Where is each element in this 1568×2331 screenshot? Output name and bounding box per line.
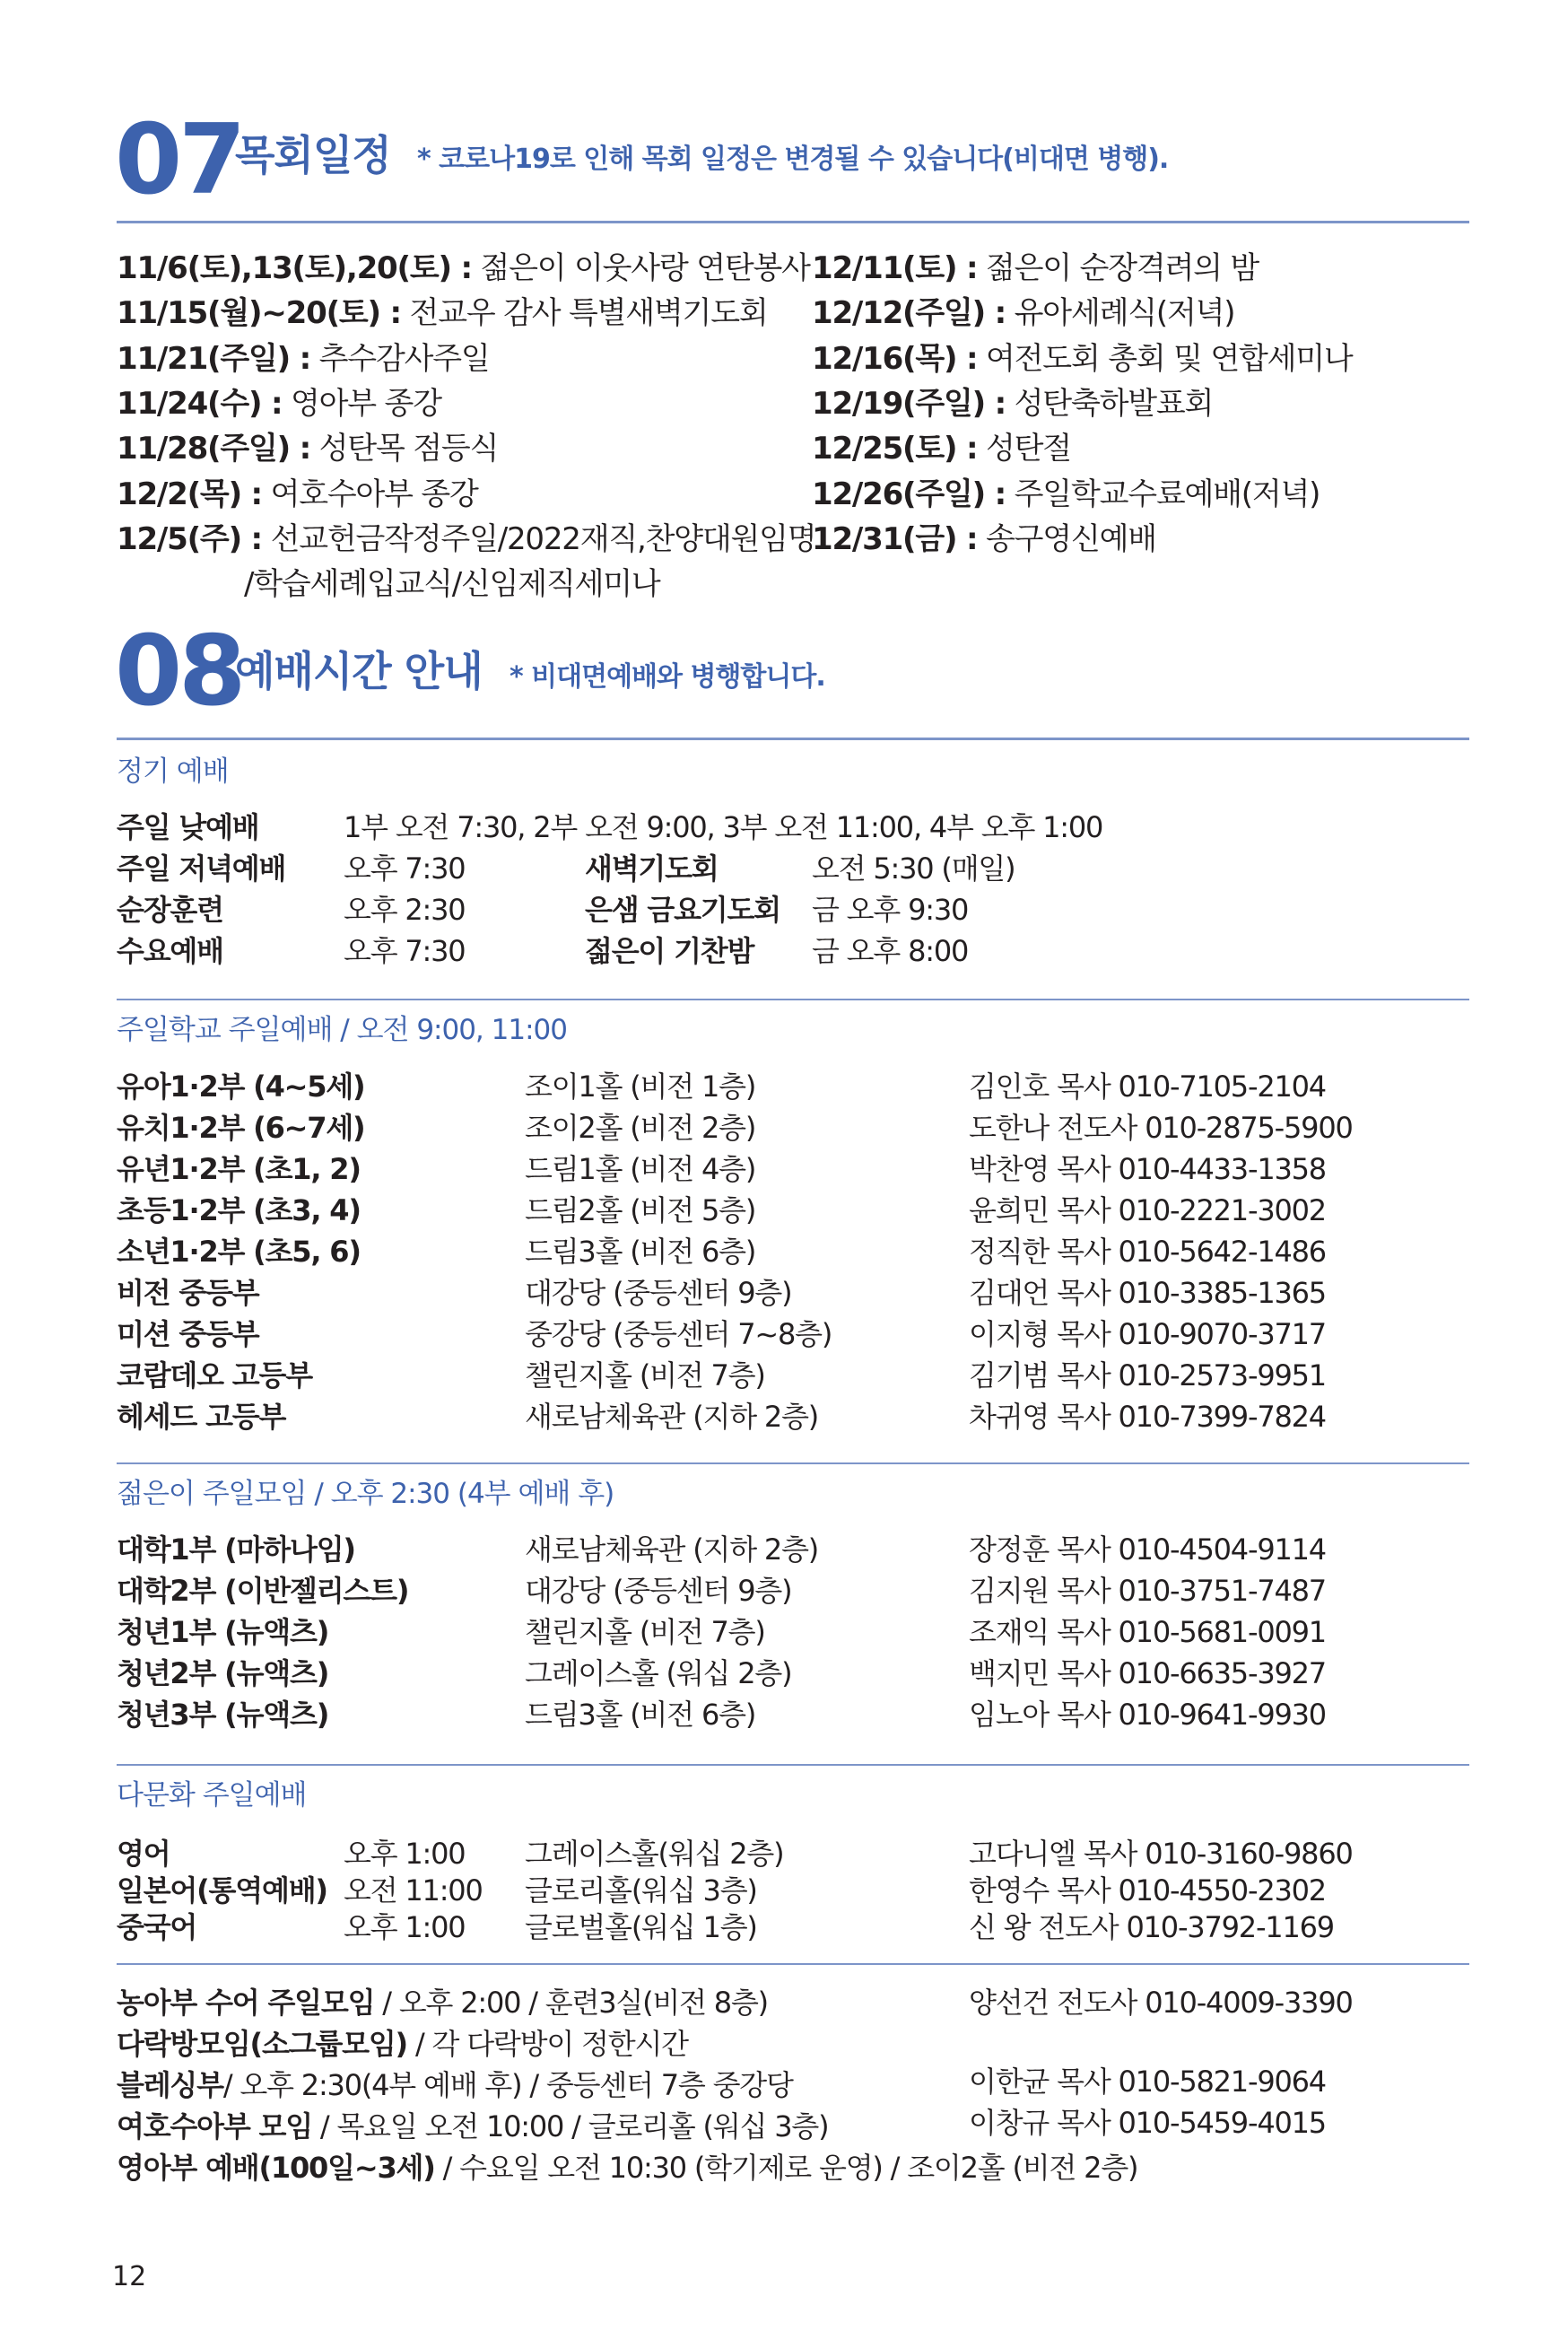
dept-contact: 차귀영 목사 010-7399-7824	[969, 1400, 1326, 1434]
dept-location: 챌린지홀 (비전 7층)	[525, 1615, 765, 1649]
schedule-item: 12/12(주일) : 유아세례식(저녁)	[812, 295, 1235, 331]
worship-time: 금 오후 9:30	[812, 893, 969, 927]
schedule-item: 12/11(토) : 젊은이 순장격려의 밤	[812, 250, 1259, 286]
dept-name: 청년2부 (뉴액츠)	[117, 1656, 329, 1690]
dept-location: 새로남체육관 (지하 2층)	[525, 1532, 819, 1567]
gathering-contact: 이창규 목사 010-5459-4015	[969, 2106, 1326, 2140]
divider	[117, 1764, 1469, 1766]
subheading-multicultural: 다문화 주일예배	[117, 1779, 307, 1812]
dept-contact: 윤희민 목사 010-2221-3002	[969, 1193, 1326, 1227]
dept-name: 유년1·2부 (초1, 2)	[117, 1152, 361, 1186]
dept-name: 초등1·2부 (초3, 4)	[117, 1193, 361, 1227]
dept-location: 대강당 (중등센터 9층)	[525, 1276, 792, 1310]
section-number-08: 08	[115, 615, 243, 728]
worship-label: 은샘 금요기도회	[585, 893, 780, 927]
dept-name: 코람데오 고등부	[117, 1358, 312, 1392]
subheading-youth: 젊은이 주일모임 / 오후 2:30 (4부 예배 후)	[117, 1478, 614, 1510]
dept-location: 드림3홀 (비전 6층)	[525, 1235, 756, 1269]
schedule-item: 11/21(주일) : 추수감사주일	[117, 341, 490, 377]
schedule-item: 11/6(토),13(토),20(토) : 젊은이 이웃사랑 연탄봉사	[117, 250, 810, 286]
dept-name: 소년1·2부 (초5, 6)	[117, 1235, 361, 1269]
worship-time: 오후 7:30	[344, 934, 466, 968]
service-contact: 고다니엘 목사 010-3160-9860	[969, 1837, 1353, 1871]
worship-time: 금 오후 8:00	[812, 934, 969, 968]
dept-location: 조이2홀 (비전 2층)	[525, 1111, 756, 1145]
dept-contact: 이지형 목사 010-9070-3717	[969, 1317, 1326, 1351]
dept-contact: 김기범 목사 010-2573-9951	[969, 1358, 1326, 1392]
dept-location: 드림3홀 (비전 6층)	[525, 1698, 756, 1732]
service-contact: 신 왕 전도사 010-3792-1169	[969, 1910, 1334, 1944]
dept-location: 드림2홀 (비전 5층)	[525, 1193, 756, 1227]
schedule-item: 11/24(수) : 영아부 종강	[117, 386, 441, 422]
dept-location: 드림1홀 (비전 4층)	[525, 1152, 756, 1186]
schedule-item: 11/15(월)~20(토) : 전교우 감사 특별새벽기도회	[117, 295, 768, 331]
dept-location: 대강당 (중등센터 9층)	[525, 1574, 792, 1608]
worship-time: 오후 7:30	[344, 851, 466, 886]
schedule-item-continuation: /학습세례입교식/신임제직세미나	[244, 566, 660, 602]
worship-label: 순장훈련	[117, 893, 223, 927]
dept-location: 챌린지홀 (비전 7층)	[525, 1358, 765, 1392]
dept-name: 유아1·2부 (4~5세)	[117, 1069, 365, 1104]
gathering-contact: 이한균 목사 010-5821-9064	[969, 2065, 1326, 2099]
subheading-regular-worship: 정기 예배	[117, 755, 229, 788]
dept-location: 조이1홀 (비전 1층)	[525, 1069, 756, 1104]
dept-name: 유치1·2부 (6~7세)	[117, 1111, 365, 1145]
section-note-schedule: * 코로나19로 인해 목회 일정은 변경될 수 있습니다(비대면 병행).	[417, 144, 1169, 175]
divider	[117, 221, 1469, 223]
dept-contact: 정직한 목사 010-5642-1486	[969, 1235, 1326, 1269]
dept-name: 비전 중등부	[117, 1276, 259, 1310]
gathering-info: 영아부 예배(100일~3세) / 수요일 오전 10:30 (학기제로 운영) / 조이2홀 (비전 2층)	[117, 2151, 1138, 2185]
dept-contact: 조재익 목사 010-5681-0091	[969, 1615, 1326, 1649]
worship-time: 1부 오전 7:30, 2부 오전 9:00, 3부 오전 11:00, 4부 오후 1:00	[344, 810, 1103, 844]
dept-contact: 김지원 목사 010-3751-7487	[969, 1574, 1326, 1608]
subheading-sunday-school: 주일학교 주일예배 / 오전 9:00, 11:00	[117, 1014, 567, 1046]
dept-contact: 도한나 전도사 010-2875-5900	[969, 1111, 1353, 1145]
dept-contact: 김인호 목사 010-7105-2104	[969, 1069, 1326, 1104]
section-note-worship-times: * 비대면예배와 병행합니다.	[510, 661, 825, 693]
divider	[117, 1963, 1469, 1965]
worship-label: 수요예배	[117, 934, 223, 968]
worship-label: 젊은이 기찬밤	[585, 934, 754, 968]
schedule-item: 12/2(목) : 여호수아부 종강	[117, 476, 478, 512]
worship-time: 오후 2:30	[344, 893, 466, 927]
dept-location: 그레이스홀 (워십 2층)	[525, 1656, 792, 1690]
section-title-schedule: 목회일정	[235, 131, 391, 179]
dept-name: 청년1부 (뉴액츠)	[117, 1615, 329, 1649]
schedule-item: 12/31(금) : 송구영신예배	[812, 521, 1156, 557]
dept-name: 대학2부 (이반젤리스트)	[117, 1574, 409, 1608]
dept-location: 새로남체육관 (지하 2층)	[525, 1400, 819, 1434]
language-name: 중국어	[117, 1910, 197, 1944]
divider	[117, 1462, 1469, 1464]
language-name: 일본어(통역예배)	[117, 1873, 327, 1908]
gathering-info: 블레싱부/ 오후 2:30(4부 예배 후) / 중등센터 7층 중강당	[117, 2068, 793, 2102]
gathering-info: 다락방모임(소그룹모임) / 각 다락방이 정한시간	[117, 2027, 688, 2061]
language-name: 영어	[117, 1837, 170, 1871]
gathering-contact: 양선건 전도사 010-4009-3390	[969, 1986, 1353, 2020]
page-number: 12	[112, 2261, 147, 2292]
service-time: 오전 11:00	[344, 1873, 483, 1908]
gathering-info: 농아부 수어 주일모임 / 오후 2:00 / 훈련3실(비전 8층)	[117, 1986, 768, 2020]
dept-contact: 박찬영 목사 010-4433-1358	[969, 1152, 1326, 1186]
section-number-07: 07	[115, 104, 243, 216]
dept-contact: 장정훈 목사 010-4504-9114	[969, 1532, 1326, 1567]
worship-label: 주일 저녁예배	[117, 851, 286, 886]
worship-label: 주일 낮예배	[117, 810, 259, 844]
schedule-item: 12/25(토) : 성탄절	[812, 431, 1071, 467]
dept-contact: 김대언 목사 010-3385-1365	[969, 1276, 1326, 1310]
dept-location: 중강당 (중등센터 7~8층)	[525, 1317, 832, 1351]
service-time: 오후 1:00	[344, 1910, 466, 1944]
divider	[117, 738, 1469, 740]
section-title-worship-times: 예배시간 안내	[235, 647, 483, 695]
dept-contact: 백지민 목사 010-6635-3927	[969, 1656, 1326, 1690]
schedule-item: 11/28(주일) : 성탄목 점등식	[117, 431, 499, 467]
schedule-item: 12/16(목) : 여전도회 총회 및 연합세미나	[812, 341, 1353, 377]
gathering-info: 여호수아부 모임 / 목요일 오전 10:00 / 글로리홀 (워십 3층)	[117, 2109, 829, 2143]
worship-time: 오전 5:30 (매일)	[812, 851, 1015, 886]
worship-label: 새벽기도회	[585, 851, 719, 886]
service-location: 글로벌홀(워십 1층)	[525, 1910, 757, 1944]
dept-contact: 임노아 목사 010-9641-9930	[969, 1698, 1326, 1732]
dept-name: 미션 중등부	[117, 1317, 259, 1351]
service-location: 글로리홀(워십 3층)	[525, 1873, 757, 1908]
divider	[117, 999, 1469, 1000]
dept-name: 대학1부 (마하나임)	[117, 1532, 355, 1567]
dept-name: 청년3부 (뉴액츠)	[117, 1698, 329, 1732]
service-time: 오후 1:00	[344, 1837, 466, 1871]
schedule-item: 12/19(주일) : 성탄축하발표회	[812, 386, 1214, 422]
service-contact: 한영수 목사 010-4550-2302	[969, 1873, 1326, 1908]
schedule-item: 12/5(주) : 선교헌금작정주일/2022재직,찬양대원임명	[117, 521, 816, 557]
service-location: 그레이스홀(워십 2층)	[525, 1837, 784, 1871]
schedule-item: 12/26(주일) : 주일학교수료예배(저녁)	[812, 476, 1320, 512]
dept-name: 헤세드 고등부	[117, 1400, 286, 1434]
